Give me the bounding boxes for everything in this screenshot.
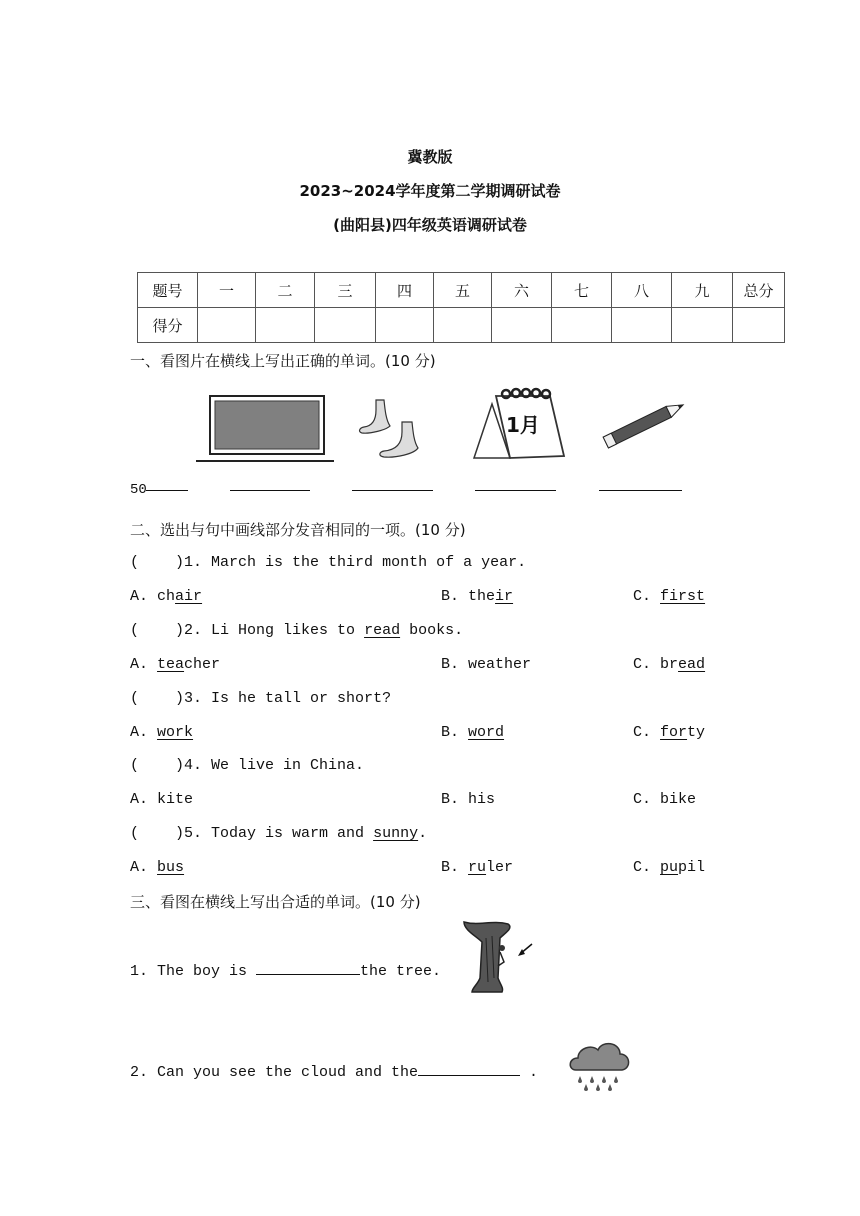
option-b[interactable] — [441, 724, 504, 741]
option-gap — [148, 791, 157, 808]
score-input-cell[interactable] — [672, 308, 733, 343]
header-line-1: 冀教版 — [407, 148, 453, 166]
rain-cloud-icon — [566, 1036, 634, 1096]
answer-bracket-space[interactable] — [139, 554, 175, 571]
blackboard-icon — [196, 394, 336, 464]
option-a[interactable] — [130, 656, 220, 673]
question-text: )1. March is the third month of a year. — [175, 554, 527, 571]
fill-blank-2[interactable] — [418, 1061, 520, 1076]
option-label: C. — [633, 656, 652, 673]
option-label: A. — [130, 859, 149, 876]
question-stem — [130, 757, 364, 774]
option-gap — [651, 724, 660, 741]
option-text: his — [468, 791, 496, 808]
option-underlined: for — [660, 724, 688, 741]
option-gap — [459, 724, 468, 741]
score-input-cell[interactable] — [492, 308, 552, 343]
option-text: weather — [468, 656, 532, 673]
option-gap — [651, 656, 660, 673]
score-cell: 五 — [434, 273, 492, 308]
score-cell: 七 — [552, 273, 612, 308]
option-b[interactable] — [441, 791, 495, 808]
score-cell: 一 — [198, 273, 256, 308]
option-text: br — [660, 656, 679, 673]
option-label: A. — [130, 791, 149, 808]
score-cell: 六 — [492, 273, 552, 308]
option-text-tail: ler — [486, 859, 514, 876]
answer-bracket[interactable]: ( — [130, 825, 140, 842]
stray-mark: 50 — [130, 482, 147, 498]
score-input-cell[interactable] — [256, 308, 315, 343]
header-line-2: 2023~2024学年度第二学期调研试卷 — [299, 182, 561, 200]
calendar-icon — [470, 384, 568, 466]
score-cell: 四 — [376, 273, 434, 308]
option-label: B. — [441, 859, 460, 876]
answer-bracket[interactable]: ( — [130, 757, 140, 774]
option-c[interactable] — [633, 859, 705, 876]
answer-bracket-space[interactable] — [139, 622, 175, 639]
fill-question-2 — [130, 1061, 538, 1081]
option-underlined: word — [468, 724, 505, 741]
option-text-tail: pil — [678, 859, 706, 876]
answer-bracket-space[interactable] — [139, 825, 175, 842]
calendar-month-text: 1月 — [506, 413, 540, 437]
question-stem — [130, 825, 427, 842]
option-label: C. — [633, 724, 652, 741]
option-gap — [459, 656, 468, 673]
question-text: )4. We live in China. — [175, 757, 365, 774]
option-label: C. — [633, 791, 652, 808]
option-a[interactable] — [130, 588, 202, 605]
answer-bracket[interactable]: ( — [130, 554, 140, 571]
option-c[interactable] — [633, 791, 696, 808]
score-table-score-row — [138, 308, 785, 343]
header-line-3: (曲阳县)四年级英语调研试卷 — [333, 216, 527, 234]
pencil-icon — [594, 398, 694, 452]
option-text-tail: cher — [184, 656, 221, 673]
option-b[interactable] — [441, 656, 531, 673]
answer-bracket[interactable]: ( — [130, 622, 140, 639]
score-cell: 九 — [672, 273, 733, 308]
option-c[interactable] — [633, 588, 705, 605]
option-a[interactable] — [130, 791, 193, 808]
option-c[interactable] — [633, 656, 705, 673]
option-c[interactable] — [633, 724, 705, 741]
option-label: B. — [441, 724, 460, 741]
score-cell: 八 — [612, 273, 672, 308]
fill-question-2-tail: . — [520, 1064, 539, 1081]
answer-line-2[interactable] — [230, 490, 310, 491]
section-1-heading: 一、看图片在横线上写出正确的单词。(10 分) — [130, 352, 436, 370]
option-underlined: ru — [468, 859, 487, 876]
option-underlined: pu — [660, 859, 679, 876]
option-a[interactable] — [130, 724, 193, 741]
answer-line-4[interactable] — [475, 490, 556, 491]
question-underlined: sunny — [373, 825, 419, 842]
question-stem — [130, 554, 526, 571]
answer-bracket-space[interactable] — [139, 690, 175, 707]
answer-line-3[interactable] — [352, 490, 433, 491]
tree-icon — [458, 918, 538, 996]
option-gap — [459, 791, 468, 808]
fill-question-1 — [130, 960, 441, 980]
option-underlined: work — [157, 724, 194, 741]
option-text: ch — [157, 588, 176, 605]
option-b[interactable] — [441, 859, 513, 876]
option-label: A. — [130, 724, 149, 741]
score-cell: 三 — [315, 273, 376, 308]
question-text: )3. Is he tall or short? — [175, 690, 392, 707]
score-input-cell[interactable] — [434, 308, 492, 343]
fill-question-1-text: 1. The boy is — [130, 963, 257, 980]
option-label: A. — [130, 656, 149, 673]
score-cell: 得分 — [138, 308, 198, 343]
score-table-header-row — [138, 273, 785, 308]
option-gap — [651, 588, 660, 605]
option-b[interactable] — [441, 588, 513, 605]
option-gap — [459, 588, 468, 605]
option-gap — [148, 588, 157, 605]
option-label: B. — [441, 588, 460, 605]
option-underlined: ir — [495, 588, 514, 605]
question-text-tail: books. — [400, 622, 464, 639]
option-underlined: bus — [157, 859, 185, 876]
option-underlined: air — [175, 588, 203, 605]
answer-bracket-space[interactable] — [139, 757, 175, 774]
option-label: B. — [441, 656, 460, 673]
option-gap — [148, 656, 157, 673]
score-input-cell[interactable] — [376, 308, 434, 343]
fill-blank-1[interactable] — [256, 960, 360, 975]
option-label: B. — [441, 791, 460, 808]
option-text-tail: ty — [687, 724, 706, 741]
option-gap — [651, 791, 660, 808]
score-input-cell[interactable] — [612, 308, 672, 343]
option-underlined: tea — [157, 656, 185, 673]
option-gap — [651, 859, 660, 876]
option-gap — [148, 859, 157, 876]
question-text: )5. Today is warm and — [175, 825, 374, 842]
fill-question-1-tail: the tree. — [360, 963, 442, 980]
score-table — [137, 272, 785, 343]
option-label: A. — [130, 588, 149, 605]
question-text-tail: . — [418, 825, 428, 842]
option-text: the — [468, 588, 496, 605]
answer-bracket[interactable]: ( — [130, 690, 140, 707]
score-input-cell[interactable] — [198, 308, 256, 343]
feet-icon — [356, 396, 432, 466]
question-stem — [130, 622, 463, 639]
score-input-cell[interactable] — [315, 308, 376, 343]
option-label: C. — [633, 859, 652, 876]
score-cell: 二 — [256, 273, 315, 308]
question-stem — [130, 690, 391, 707]
score-input-cell[interactable] — [733, 308, 785, 343]
section-2-heading: 二、选出与句中画线部分发音相同的一项。(10 分) — [130, 521, 466, 539]
option-gap — [148, 724, 157, 741]
question-text: )2. Li Hong likes to — [175, 622, 365, 639]
answer-line-5[interactable] — [599, 490, 682, 491]
option-text: kite — [157, 791, 194, 808]
fill-question-2-text: 2. Can you see the cloud and the — [130, 1064, 419, 1081]
option-label: C. — [633, 588, 652, 605]
option-gap — [459, 859, 468, 876]
section-3-heading: 三、看图在横线上写出合适的单词。(10 分) — [130, 893, 421, 911]
score-cell: 题号 — [138, 273, 198, 308]
option-a[interactable] — [130, 859, 184, 876]
score-cell: 总分 — [733, 273, 785, 308]
score-input-cell[interactable] — [552, 308, 612, 343]
question-underlined: read — [364, 622, 401, 639]
answer-line-1[interactable] — [146, 490, 188, 491]
option-underlined: first — [660, 588, 706, 605]
option-text: bike — [660, 791, 697, 808]
option-underlined: ead — [678, 656, 706, 673]
